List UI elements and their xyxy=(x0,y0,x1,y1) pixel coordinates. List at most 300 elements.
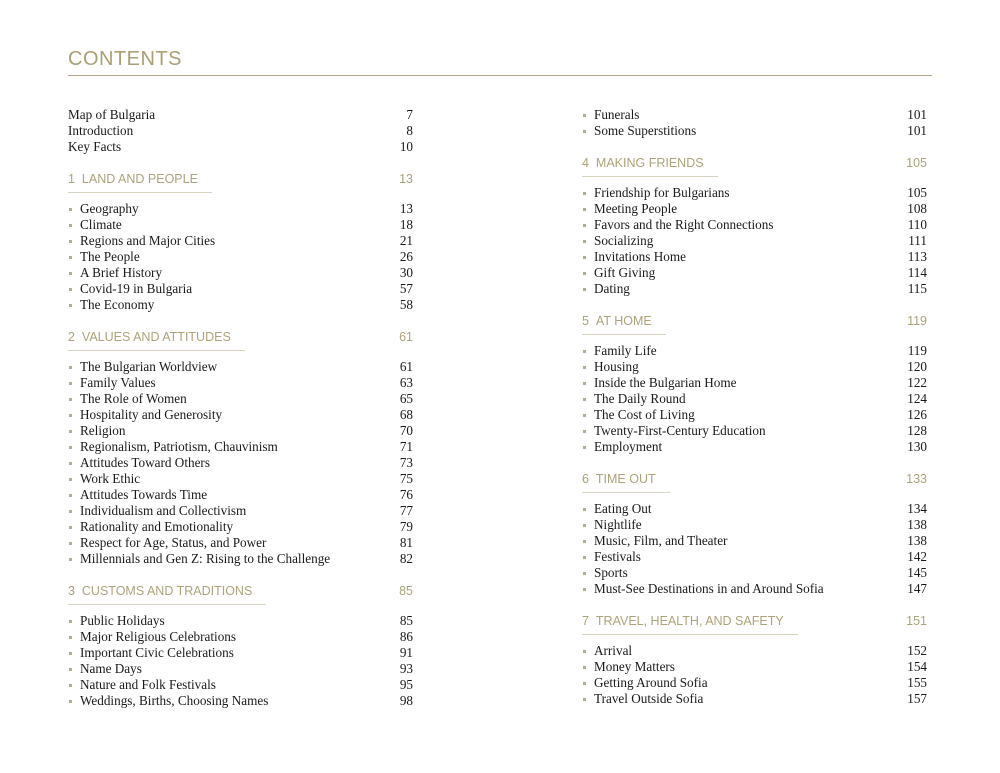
bullet-icon xyxy=(69,526,72,529)
entry-title-wrap xyxy=(582,391,686,407)
entry-page: 111 xyxy=(908,233,927,248)
entry-title-wrap xyxy=(68,471,140,487)
entry-page: 101 xyxy=(907,107,927,122)
entry-title: The People xyxy=(80,249,140,264)
bullet-icon xyxy=(69,478,72,481)
entry-title: Nature and Folk Festivals xyxy=(80,677,216,692)
entry-title-wrap xyxy=(68,201,139,217)
entry-title: Work Ethic xyxy=(80,471,141,486)
entry-title-wrap xyxy=(68,439,278,455)
chapter-heading[interactable] xyxy=(582,313,927,335)
bullet-icon xyxy=(69,558,72,561)
entry-title: Invitations Home xyxy=(594,249,686,264)
chapter-5-items xyxy=(582,343,927,455)
bullet-icon xyxy=(583,192,586,195)
entry-title: Eating Out xyxy=(594,501,652,516)
chapter-page: 133 xyxy=(906,472,927,486)
entry-page: 70 xyxy=(399,423,413,438)
entry-title-wrap xyxy=(582,233,653,249)
entry-title-wrap xyxy=(68,551,330,567)
entry-page: 85 xyxy=(399,613,413,628)
toc-left-column xyxy=(68,107,413,709)
entry-title-wrap xyxy=(582,581,824,597)
chapter-title xyxy=(68,583,266,605)
entry-title: Regionalism, Patriotism, Chauvinism xyxy=(80,439,278,454)
bullet-icon xyxy=(69,462,72,465)
bullet-icon xyxy=(583,588,586,591)
entry-page: 138 xyxy=(907,533,927,548)
bullet-icon xyxy=(583,650,586,653)
bullet-icon xyxy=(583,540,586,543)
entry-title: Music, Film, and Theater xyxy=(594,533,728,548)
bullet-icon xyxy=(583,366,586,369)
toc-entry[interactable] xyxy=(582,185,927,201)
entry-title-wrap xyxy=(582,217,773,233)
toc-entry[interactable] xyxy=(68,629,413,645)
toc-entry[interactable] xyxy=(68,677,413,693)
chapter-heading[interactable] xyxy=(582,155,927,177)
bullet-icon xyxy=(69,366,72,369)
entry-title: Travel Outside Sofia xyxy=(594,691,704,706)
entry-page: 108 xyxy=(907,201,927,216)
chapter-number: 3 xyxy=(68,584,75,598)
bullet-icon xyxy=(583,114,586,117)
toc-entry[interactable] xyxy=(68,107,413,123)
entry-title-wrap xyxy=(68,645,234,661)
entry-title: Getting Around Sofia xyxy=(594,675,708,690)
entry-title: Socializing xyxy=(594,233,654,248)
entry-page: 154 xyxy=(907,659,927,674)
toc-entry[interactable] xyxy=(582,439,927,455)
chapter-name: TIME OUT xyxy=(595,472,656,486)
entry-title: Gift Giving xyxy=(594,265,656,280)
toc-entry[interactable] xyxy=(582,249,927,265)
entry-title-wrap xyxy=(68,359,217,375)
chapter-page: 13 xyxy=(399,172,413,186)
entry-title: Rationality and Emotionality xyxy=(80,519,234,534)
toc-entry[interactable] xyxy=(68,487,413,503)
entry-title-wrap xyxy=(68,661,142,677)
entry-page: 21 xyxy=(399,233,413,248)
bullet-icon xyxy=(583,130,586,133)
toc-entry[interactable] xyxy=(582,675,927,691)
bullet-icon xyxy=(583,508,586,511)
bullet-icon xyxy=(69,224,72,227)
toc-entry[interactable] xyxy=(582,107,927,123)
entry-title-wrap xyxy=(68,249,140,265)
entry-title: Dating xyxy=(594,281,630,296)
toc-entry[interactable] xyxy=(582,501,927,517)
toc-entry[interactable] xyxy=(68,139,413,155)
bullet-icon xyxy=(69,272,72,275)
entry-title-wrap xyxy=(582,265,655,281)
toc-entry[interactable] xyxy=(68,519,413,535)
chapter-heading[interactable] xyxy=(68,583,413,605)
toc-entry[interactable] xyxy=(582,407,927,423)
toc-right-column xyxy=(582,107,927,707)
chapter-number: 6 xyxy=(582,472,589,486)
entry-title-wrap xyxy=(68,677,216,693)
toc-entry[interactable] xyxy=(68,297,413,313)
toc-entry[interactable] xyxy=(582,359,927,375)
entry-title: Map of Bulgaria xyxy=(68,107,156,122)
chapter-page: 105 xyxy=(906,156,927,170)
entry-page: 152 xyxy=(907,643,927,658)
entry-page: 77 xyxy=(399,503,413,518)
entry-title-wrap xyxy=(582,375,736,391)
bullet-icon xyxy=(69,684,72,687)
toc-entry[interactable] xyxy=(68,455,413,471)
entry-title: The Economy xyxy=(80,297,155,312)
entry-title: The Daily Round xyxy=(594,391,686,406)
entry-title: The Role of Women xyxy=(80,391,187,406)
entry-page: 126 xyxy=(907,407,927,422)
toc-entry[interactable] xyxy=(582,643,927,659)
bullet-icon xyxy=(583,240,586,243)
chapter-name: CUSTOMS AND TRADITIONS xyxy=(81,584,253,598)
bullet-icon xyxy=(69,288,72,291)
entry-title: Public Holidays xyxy=(80,613,165,628)
entry-title-wrap xyxy=(68,629,236,645)
bullet-icon xyxy=(69,430,72,433)
toc-entry[interactable] xyxy=(582,391,927,407)
toc-entry[interactable] xyxy=(68,423,413,439)
chapter-3-items xyxy=(68,613,413,709)
entry-title: Inside the Bulgarian Home xyxy=(594,375,737,390)
toc-entry[interactable] xyxy=(582,533,927,549)
toc-entry[interactable] xyxy=(68,439,413,455)
entry-title-wrap xyxy=(582,549,641,565)
entry-title-wrap xyxy=(582,659,675,675)
entry-page: 86 xyxy=(399,629,413,644)
bullet-icon xyxy=(69,636,72,639)
chapter-2-items xyxy=(68,359,413,567)
chapter-name: TRAVEL, HEALTH, AND SAFETY xyxy=(595,614,784,628)
bullet-icon xyxy=(583,272,586,275)
bullet-icon xyxy=(69,240,72,243)
entry-page: 73 xyxy=(399,455,413,470)
entry-title-wrap xyxy=(582,643,632,659)
chapter-page: 151 xyxy=(906,614,927,628)
chapter-4-items xyxy=(582,185,927,297)
toc-entry[interactable] xyxy=(582,375,927,391)
entry-title: Funerals xyxy=(594,107,640,122)
toc-entry[interactable] xyxy=(582,565,927,581)
bullet-icon xyxy=(69,398,72,401)
entry-page: 13 xyxy=(399,201,413,216)
entry-page: 157 xyxy=(907,691,927,706)
entry-title-wrap xyxy=(582,439,662,455)
entry-title-wrap xyxy=(68,407,222,423)
entry-title: Important Civic Celebrations xyxy=(80,645,234,660)
toc-entry[interactable] xyxy=(68,359,413,375)
entry-page: 114 xyxy=(907,265,927,280)
entry-title-wrap xyxy=(582,359,639,375)
entry-title: Meeting People xyxy=(594,201,678,216)
entry-title: Some Superstitions xyxy=(594,123,697,138)
entry-page: 7 xyxy=(406,107,413,122)
entry-title: Religion xyxy=(80,423,126,438)
entry-page: 145 xyxy=(907,565,927,580)
entry-page: 71 xyxy=(399,439,413,454)
entry-page: 8 xyxy=(406,123,413,138)
entry-title: Individualism and Collectivism xyxy=(80,503,247,518)
entry-page: 101 xyxy=(907,123,927,138)
toc-entry[interactable] xyxy=(582,343,927,359)
entry-title-wrap xyxy=(68,503,246,519)
entry-page: 95 xyxy=(399,677,413,692)
toc-entry[interactable] xyxy=(68,281,413,297)
toc-entry[interactable] xyxy=(582,265,927,281)
chapter-6-items xyxy=(582,501,927,597)
entry-title-wrap xyxy=(68,217,122,233)
entry-page: 142 xyxy=(907,549,927,564)
bullet-icon xyxy=(69,208,72,211)
entry-page: 119 xyxy=(907,343,927,358)
entry-title-wrap xyxy=(68,519,233,535)
chapter-number: 4 xyxy=(582,156,589,170)
toc-entry[interactable] xyxy=(68,645,413,661)
entry-title-wrap xyxy=(582,407,695,423)
entry-page: 79 xyxy=(399,519,413,534)
chapter-heading[interactable] xyxy=(68,329,413,351)
chapter-number: 7 xyxy=(582,614,589,628)
entry-page: 147 xyxy=(907,581,927,596)
entry-title: Friendship for Bulgarians xyxy=(594,185,730,200)
chapter-name: LAND AND PEOPLE xyxy=(81,172,198,186)
chapter-title xyxy=(582,313,666,335)
entry-title: Nightlife xyxy=(594,517,642,532)
bullet-icon xyxy=(69,542,72,545)
entry-page: 122 xyxy=(907,375,927,390)
entry-title-wrap xyxy=(582,675,708,691)
entry-title: A Brief History xyxy=(80,265,163,280)
entry-title: Festivals xyxy=(594,549,641,564)
entry-title: Major Religious Celebrations xyxy=(80,629,237,644)
entry-page: 81 xyxy=(399,535,413,550)
entry-page: 58 xyxy=(399,297,413,312)
entry-page: 65 xyxy=(399,391,413,406)
toc-entry[interactable] xyxy=(68,535,413,551)
entry-title-wrap xyxy=(582,423,766,439)
entry-page: 18 xyxy=(399,217,413,232)
bullet-icon xyxy=(583,414,586,417)
bullet-icon xyxy=(583,446,586,449)
contents-heading: CONTENTS xyxy=(68,48,182,70)
bullet-icon xyxy=(583,682,586,685)
entry-title-wrap xyxy=(68,535,266,551)
chapter-1-items xyxy=(68,201,413,313)
entry-page: 113 xyxy=(907,249,927,264)
entry-page: 124 xyxy=(907,391,927,406)
bullet-icon xyxy=(583,350,586,353)
entry-title: Favors and the Right Connections xyxy=(594,217,774,232)
chapter-page: 61 xyxy=(399,330,413,344)
entry-title: Must-See Destinations in and Around Sofia xyxy=(594,581,824,596)
entry-title-wrap xyxy=(582,185,730,201)
entry-title-wrap xyxy=(68,375,156,391)
toc-entry[interactable] xyxy=(68,233,413,249)
entry-title-wrap xyxy=(68,391,187,407)
entry-title-wrap xyxy=(582,343,657,359)
entry-title-wrap xyxy=(68,233,215,249)
toc-entry[interactable] xyxy=(68,249,413,265)
entry-title-wrap xyxy=(68,423,125,439)
toc-entry[interactable] xyxy=(582,423,927,439)
entry-title: Respect for Age, Status, and Power xyxy=(80,535,267,550)
toc-entry[interactable] xyxy=(68,661,413,677)
chapter-7-items xyxy=(582,643,927,707)
toc-entry[interactable] xyxy=(582,217,927,233)
chapter-name: VALUES AND ATTITUDES xyxy=(81,330,231,344)
toc-entry[interactable] xyxy=(68,613,413,629)
entry-title-wrap xyxy=(582,123,696,139)
toc-entry[interactable] xyxy=(582,691,927,707)
toc-entry[interactable] xyxy=(68,551,413,567)
entry-title: Name Days xyxy=(80,661,142,676)
entry-page: 75 xyxy=(399,471,413,486)
entry-page: 120 xyxy=(907,359,927,374)
bullet-icon xyxy=(583,224,586,227)
entry-title-wrap xyxy=(582,565,628,581)
toc-entry[interactable] xyxy=(68,693,413,709)
entry-title: Hospitality and Generosity xyxy=(80,407,223,422)
entry-page: 61 xyxy=(399,359,413,374)
chapter-page: 119 xyxy=(907,314,927,328)
chapter-name: AT HOME xyxy=(595,314,652,328)
bullet-icon xyxy=(69,510,72,513)
entry-page: 115 xyxy=(907,281,927,296)
chapter-name: MAKING FRIENDS xyxy=(595,156,704,170)
entry-title: Employment xyxy=(594,439,663,454)
bullet-icon xyxy=(69,414,72,417)
bullet-icon xyxy=(69,382,72,385)
toc-entry[interactable] xyxy=(68,123,413,139)
entry-title-wrap xyxy=(68,487,207,503)
entry-page: 138 xyxy=(907,517,927,532)
bullet-icon xyxy=(69,446,72,449)
entry-title: Key Facts xyxy=(68,139,122,154)
bullet-icon xyxy=(583,430,586,433)
bullet-icon xyxy=(69,700,72,703)
entry-title-wrap xyxy=(582,249,686,265)
entry-title-wrap xyxy=(582,501,652,517)
entry-page: 98 xyxy=(399,693,413,708)
entry-title: Weddings, Births, Choosing Names xyxy=(80,693,269,708)
bullet-icon xyxy=(69,256,72,259)
entry-page: 105 xyxy=(907,185,927,200)
heading-rule xyxy=(68,75,932,76)
chapter-heading[interactable] xyxy=(582,471,927,493)
bullet-icon xyxy=(583,698,586,701)
entry-page: 91 xyxy=(399,645,413,660)
entry-title-wrap xyxy=(582,281,630,297)
toc-entry[interactable] xyxy=(68,201,413,217)
entry-page: 155 xyxy=(907,675,927,690)
toc-entry[interactable] xyxy=(68,375,413,391)
entry-title-wrap xyxy=(68,265,162,281)
toc-entry[interactable] xyxy=(582,549,927,565)
chapter-heading[interactable] xyxy=(582,613,927,635)
entry-title-wrap xyxy=(68,281,192,297)
toc-entry[interactable] xyxy=(582,581,927,597)
entry-title: The Cost of Living xyxy=(594,407,695,422)
entry-page: 26 xyxy=(399,249,413,264)
entry-title: Introduction xyxy=(68,123,134,138)
entry-title: Covid-19 in Bulgaria xyxy=(80,281,193,296)
chapter-heading[interactable] xyxy=(68,171,413,193)
bullet-icon xyxy=(583,288,586,291)
chapter-title xyxy=(68,171,212,193)
chapter-title xyxy=(582,471,670,493)
entry-page: 68 xyxy=(399,407,413,422)
toc-entry[interactable] xyxy=(582,233,927,249)
toc-entry[interactable] xyxy=(582,281,927,297)
entry-title: Geography xyxy=(80,201,139,216)
entry-page: 128 xyxy=(907,423,927,438)
bullet-icon xyxy=(583,256,586,259)
bullet-icon xyxy=(69,668,72,671)
chapter-number: 1 xyxy=(68,172,75,186)
bullet-icon xyxy=(583,556,586,559)
toc-entry[interactable] xyxy=(68,503,413,519)
entry-page: 76 xyxy=(399,487,413,502)
entry-title: Attitudes Towards Time xyxy=(80,487,208,502)
entry-page: 130 xyxy=(907,439,927,454)
toc-entry[interactable] xyxy=(582,659,927,675)
bullet-icon xyxy=(583,666,586,669)
entry-page: 57 xyxy=(399,281,413,296)
chapter-title xyxy=(582,613,798,635)
entry-page: 30 xyxy=(399,265,413,280)
toc-entry[interactable] xyxy=(68,407,413,423)
entry-title: Housing xyxy=(594,359,639,374)
toc-entry[interactable] xyxy=(68,265,413,281)
entry-page: 10 xyxy=(399,139,413,154)
entry-title: Climate xyxy=(80,217,122,232)
toc-entry[interactable] xyxy=(582,201,927,217)
bullet-icon xyxy=(583,382,586,385)
entry-page: 63 xyxy=(399,375,413,390)
entry-title: Family Life xyxy=(594,343,657,358)
toc-entry[interactable] xyxy=(582,517,927,533)
entry-title: The Bulgarian Worldview xyxy=(80,359,218,374)
toc-entry[interactable] xyxy=(582,123,927,139)
entry-title-wrap xyxy=(582,107,639,123)
bullet-icon xyxy=(583,208,586,211)
bullet-icon xyxy=(69,494,72,497)
entry-title: Regions and Major Cities xyxy=(80,233,216,248)
entry-title-wrap xyxy=(68,693,268,709)
chapter-page: 85 xyxy=(399,584,413,598)
entry-title-wrap xyxy=(582,517,642,533)
toc-entry[interactable] xyxy=(68,391,413,407)
chapter-title xyxy=(68,329,245,351)
bullet-icon xyxy=(583,524,586,527)
entry-page: 110 xyxy=(907,217,927,232)
bullet-icon xyxy=(583,572,586,575)
chapter-number: 2 xyxy=(68,330,75,344)
entry-title-wrap xyxy=(68,613,165,629)
entry-title-wrap xyxy=(582,533,727,549)
toc-entry[interactable] xyxy=(68,217,413,233)
chapter-number: 5 xyxy=(582,314,589,328)
entry-page: 134 xyxy=(907,501,927,516)
entry-title: Twenty-First-Century Education xyxy=(594,423,766,438)
toc-entry[interactable] xyxy=(68,471,413,487)
entry-title: Arrival xyxy=(594,643,633,658)
entry-title: Sports xyxy=(594,565,628,580)
